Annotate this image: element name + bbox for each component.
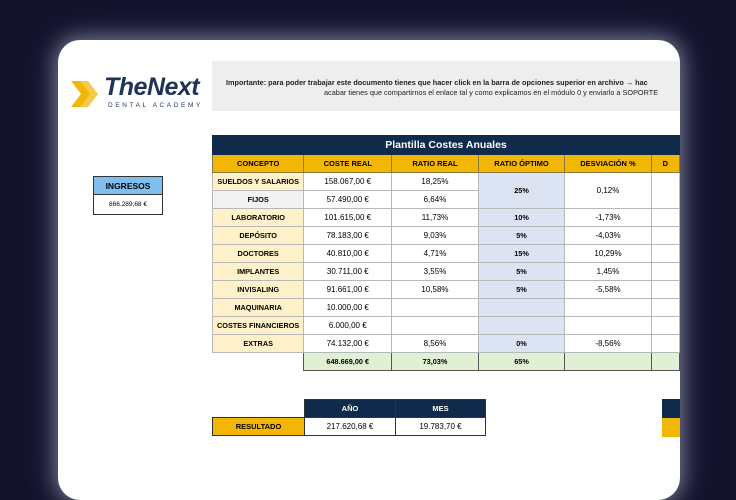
table-row bbox=[213, 281, 680, 299]
cell-concepto[interactable]: IMPLANTES bbox=[213, 263, 304, 281]
table-row bbox=[213, 245, 680, 263]
cell-coste[interactable]: 74.132,00 € bbox=[304, 335, 392, 353]
cell-desviacion[interactable]: 10,29% bbox=[565, 245, 652, 263]
table-title-row bbox=[213, 136, 680, 155]
cell-desviacion[interactable]: -5,58% bbox=[565, 281, 652, 299]
logo-title: TheNext bbox=[104, 73, 200, 101]
cell-coste[interactable]: 6.000,00 € bbox=[304, 317, 392, 335]
table-row bbox=[213, 263, 680, 281]
resultado-spacer bbox=[213, 400, 305, 418]
cell-concepto[interactable]: DEPÓSITO bbox=[213, 227, 304, 245]
table-row bbox=[213, 335, 680, 353]
resultado-label[interactable]: RESULTADO bbox=[213, 418, 305, 436]
totals-row bbox=[213, 353, 680, 371]
cell-d[interactable] bbox=[651, 335, 679, 353]
col-header-ratio-optimo[interactable]: RATIO ÓPTIMO bbox=[478, 155, 564, 173]
totals-spacer bbox=[213, 353, 304, 371]
cell-desviacion[interactable]: 1,45% bbox=[565, 263, 652, 281]
logo-subtitle: DENTAL ACADEMY bbox=[108, 102, 203, 109]
col-header-coste-real[interactable]: COSTE REAL bbox=[304, 155, 392, 173]
cell-desviacion[interactable] bbox=[565, 299, 652, 317]
cell-ratio[interactable]: 3,55% bbox=[392, 263, 479, 281]
cell-optimo[interactable]: 5% bbox=[478, 227, 564, 245]
cell-desviacion[interactable]: -1,73% bbox=[565, 209, 652, 227]
cell-optimo[interactable]: 15% bbox=[478, 245, 564, 263]
cell-optimo[interactable] bbox=[478, 299, 564, 317]
col-header-d[interactable]: D bbox=[651, 155, 679, 173]
cell-desviacion[interactable] bbox=[565, 317, 652, 335]
cell-coste[interactable]: 91.661,00 € bbox=[304, 281, 392, 299]
cut-off-label-cell[interactable] bbox=[662, 418, 680, 437]
cell-d[interactable] bbox=[651, 263, 679, 281]
cell-coste[interactable]: 40.810,00 € bbox=[304, 245, 392, 263]
cell-concepto[interactable]: MAQUINARIA bbox=[213, 299, 304, 317]
cell-optimo-merged[interactable]: 25% bbox=[478, 173, 564, 209]
table-row bbox=[213, 227, 680, 245]
cell-coste[interactable]: 101.615,00 € bbox=[304, 209, 392, 227]
cell-d[interactable] bbox=[651, 245, 679, 263]
cell-concepto[interactable]: SUELDOS Y SALARIOS bbox=[213, 173, 304, 191]
total-optimo[interactable]: 65% bbox=[478, 353, 564, 371]
cell-ratio[interactable]: 9,03% bbox=[392, 227, 479, 245]
table-row bbox=[213, 209, 680, 227]
cell-desviacion[interactable]: -4,03% bbox=[565, 227, 652, 245]
cell-optimo[interactable]: 0% bbox=[478, 335, 564, 353]
cell-concepto[interactable]: EXTRAS bbox=[213, 335, 304, 353]
cell-desviacion[interactable]: -8,56% bbox=[565, 335, 652, 353]
table-row bbox=[213, 317, 680, 335]
cell-ratio[interactable]: 10,58% bbox=[392, 281, 479, 299]
cell-concepto[interactable]: COSTES FINANCIEROS bbox=[213, 317, 304, 335]
header-anio[interactable]: AÑO bbox=[305, 400, 396, 418]
cell-optimo[interactable]: 5% bbox=[478, 263, 564, 281]
cell-coste[interactable]: 158.067,00 € bbox=[304, 173, 392, 191]
cell-concepto[interactable]: DOCTORES bbox=[213, 245, 304, 263]
cell-d[interactable] bbox=[651, 317, 679, 335]
cell-ratio[interactable] bbox=[392, 299, 479, 317]
cell-d[interactable] bbox=[651, 173, 679, 209]
resultado-table bbox=[212, 399, 486, 436]
total-d[interactable] bbox=[651, 353, 679, 371]
cell-optimo[interactable]: 10% bbox=[478, 209, 564, 227]
cell-d[interactable] bbox=[651, 227, 679, 245]
total-desviacion[interactable] bbox=[565, 353, 652, 371]
table-row bbox=[213, 173, 680, 191]
cell-d[interactable] bbox=[651, 299, 679, 317]
important-notice bbox=[212, 61, 680, 111]
cell-ratio[interactable] bbox=[392, 317, 479, 335]
cell-ratio[interactable]: 18,25% bbox=[392, 173, 479, 191]
cell-d[interactable] bbox=[651, 209, 679, 227]
col-header-desviacion[interactable]: DESVIACIÓN % bbox=[565, 155, 652, 173]
cell-ratio[interactable]: 4,71% bbox=[392, 245, 479, 263]
ingresos-label[interactable]: INGRESOS bbox=[94, 177, 163, 195]
cell-coste[interactable]: 78.183,00 € bbox=[304, 227, 392, 245]
cell-desviacion-merged[interactable]: 0,12% bbox=[565, 173, 652, 209]
resultado-anio[interactable]: 217.620,68 € bbox=[305, 418, 396, 436]
notice-line-1: Importante: para poder trabajar este documento tienes que hacer click en la barra de opciones superior en archivo → hac bbox=[226, 78, 648, 87]
cell-concepto[interactable]: LABORATORIO bbox=[213, 209, 304, 227]
table-header-row bbox=[213, 155, 680, 173]
cell-coste[interactable]: 30.711,00 € bbox=[304, 263, 392, 281]
resultado-mes[interactable]: 19.783,70 € bbox=[396, 418, 486, 436]
thenext-logo bbox=[71, 73, 211, 117]
spreadsheet-card bbox=[58, 40, 680, 500]
double-chevron-right-icon bbox=[71, 77, 101, 111]
cell-optimo[interactable] bbox=[478, 317, 564, 335]
cell-concepto[interactable]: FIJOS bbox=[213, 191, 304, 209]
cell-coste[interactable]: 10.000,00 € bbox=[304, 299, 392, 317]
cell-d[interactable] bbox=[651, 281, 679, 299]
col-header-concepto[interactable]: CONCEPTO bbox=[213, 155, 304, 173]
table-row bbox=[213, 299, 680, 317]
cell-ratio[interactable]: 8,56% bbox=[392, 335, 479, 353]
notice-line-2: acabar tienes que compartirnos el enlace tal y como explicamos en el módulo 0 y enviarlo a SOPORTE bbox=[324, 88, 659, 97]
cell-ratio[interactable]: 11,73% bbox=[392, 209, 479, 227]
table-title: Plantilla Costes Anuales bbox=[213, 136, 680, 155]
costs-table bbox=[212, 135, 680, 371]
cell-optimo[interactable]: 5% bbox=[478, 281, 564, 299]
ingresos-table bbox=[93, 176, 163, 215]
cell-ratio[interactable]: 6,64% bbox=[392, 191, 479, 209]
total-ratio[interactable]: 73,03% bbox=[392, 353, 479, 371]
total-coste[interactable]: 648.669,00 € bbox=[304, 353, 392, 371]
ingresos-value[interactable]: 866.289,68 € bbox=[94, 195, 163, 215]
col-header-ratio-real[interactable]: RATIO REAL bbox=[392, 155, 479, 173]
cell-concepto[interactable]: INVISALING bbox=[213, 281, 304, 299]
cell-coste[interactable]: 57.490,00 € bbox=[304, 191, 392, 209]
header-mes[interactable]: MES bbox=[396, 400, 486, 418]
cut-off-header-cell[interactable] bbox=[662, 399, 680, 418]
